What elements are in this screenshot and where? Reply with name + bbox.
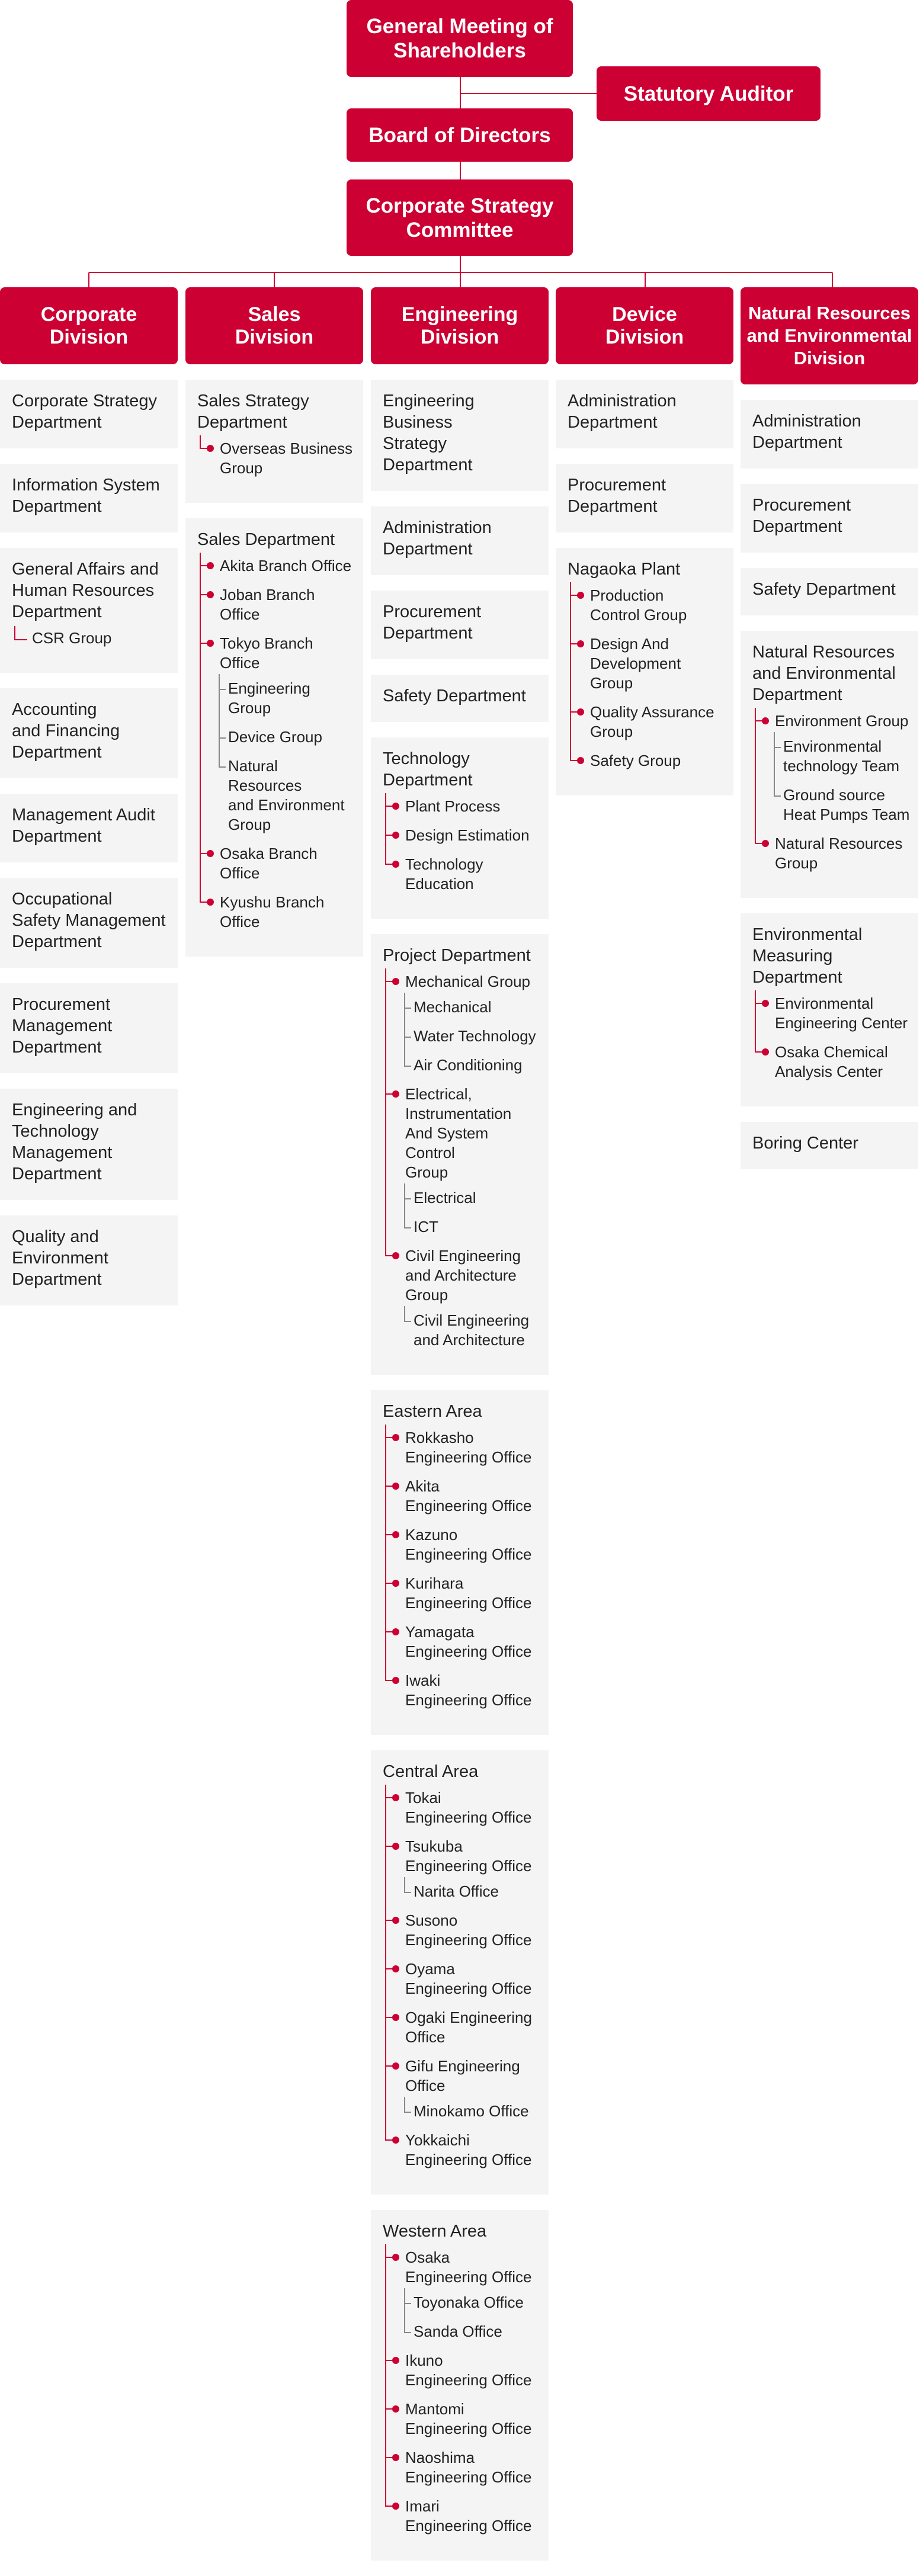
department-name: Administration Department (568, 392, 677, 432)
sub-unit-label: Technology Education (405, 855, 483, 893)
child-unit-list (405, 997, 540, 1075)
child-unit-list (405, 2293, 540, 2341)
bullet-dot-icon (207, 640, 214, 647)
sub-unit-item (197, 556, 355, 576)
sub-unit-item (383, 826, 540, 845)
department-name: Administration Department (752, 412, 861, 452)
department-box (741, 913, 918, 1106)
department-name: Western Area (383, 2222, 487, 2241)
child-unit-label: ICT (414, 1218, 438, 1236)
sub-unit-list (752, 994, 910, 1082)
sub-unit-label: Overseas Business Group (220, 440, 352, 477)
sub-unit-label: Kyushu Branch Office (220, 893, 325, 931)
department-box (371, 737, 549, 919)
bullet-dot-icon (392, 1580, 399, 1587)
sub-unit-label: Osaka Chemical Analysis Center (775, 1043, 888, 1080)
sub-unit-item (197, 439, 355, 478)
division-column-device-division (556, 287, 733, 811)
division-column-natural-resources-and-environmental-division (741, 287, 918, 1185)
child-connector (404, 1008, 411, 1009)
bullet-dot-icon (207, 445, 214, 452)
child-connector (404, 1321, 411, 1322)
sub-unit-list (383, 2248, 540, 2536)
department-box (741, 400, 918, 469)
department-name: Procurement Management Department (12, 995, 113, 1057)
department-name: Occupational Safety Management Department (12, 890, 166, 951)
department-name: Information System Department (12, 476, 160, 516)
department-box (371, 934, 549, 1375)
department-box (0, 1215, 178, 1305)
department-name: Management Audit Department (12, 806, 155, 846)
department-name: Engineering Business Strategy Department (383, 392, 475, 474)
sub-unit-item (568, 702, 725, 742)
division-header: Sales Division (185, 287, 363, 364)
sub-unit-label: Osaka Branch Office (220, 845, 318, 882)
bullet-dot-icon (392, 2357, 399, 2364)
department-box (741, 484, 918, 553)
bullet-dot-icon (392, 1965, 399, 1972)
department-box (741, 568, 918, 615)
board-of-directors-box: Board of Directors (347, 108, 573, 162)
sub-unit-item (197, 844, 355, 883)
child-unit-list (405, 1311, 540, 1350)
child-unit-label: Civil Engineering and Architecture (414, 1311, 530, 1349)
bullet-dot-icon (392, 2405, 399, 2413)
child-unit-label: Sanda Office (414, 2322, 502, 2340)
sub-unit-label: Plant Process (405, 797, 501, 815)
sub-unit-item (197, 893, 355, 932)
sub-unit-label: CSR Group (32, 629, 112, 647)
department-box (556, 548, 733, 795)
department-box (741, 1122, 918, 1169)
bullet-dot-icon (207, 899, 214, 906)
sub-unit-item (383, 2497, 540, 2536)
sub-unit-item (383, 2057, 540, 2121)
sub-unit-label: Yamagata Engineering Office (405, 1623, 532, 1660)
department-name: Accounting and Financing Department (12, 700, 120, 762)
child-unit-item (405, 1026, 540, 1046)
sub-unit-item (383, 1428, 540, 1467)
sub-unit-item (752, 711, 910, 825)
child-unit-item (405, 2102, 540, 2121)
department-name: General Affairs and Human Resources Department (12, 560, 159, 621)
sub-unit-label: Design Estimation (405, 826, 530, 844)
child-unit-item (405, 997, 540, 1017)
child-unit-label: Electrical (414, 1189, 476, 1207)
sub-unit-item (383, 797, 540, 816)
division-header: Natural Resources and Environmental Division (741, 287, 918, 384)
child-unit-list (405, 1882, 540, 1901)
sub-unit-label: Rokkasho Engineering Office (405, 1429, 532, 1466)
department-name: Eastern Area (383, 1402, 482, 1421)
sub-unit-item (383, 2008, 540, 2047)
bullet-dot-icon (392, 1483, 399, 1490)
bullet-dot-icon (207, 850, 214, 857)
bullet-dot-icon (392, 2454, 399, 2461)
statutory-auditor-box: Statutory Auditor (597, 66, 821, 121)
sub-unit-list (383, 1788, 540, 2170)
child-connector (404, 2332, 411, 2333)
child-connector (404, 1227, 411, 1228)
bullet-dot-icon (392, 978, 399, 985)
child-unit-item (220, 679, 355, 718)
child-unit-item (405, 1311, 540, 1350)
division-column-engineering-division (371, 287, 549, 2576)
sub-unit-label: Natural Resources Group (775, 835, 903, 872)
department-name: Central Area (383, 1762, 479, 1781)
department-name: Procurement Department (568, 476, 666, 516)
bullet-dot-icon (762, 840, 769, 847)
sub-unit-label: Kurihara Engineering Office (405, 1574, 532, 1612)
sub-unit-item (752, 834, 910, 873)
bullet-dot-icon (762, 1000, 769, 1007)
child-connector (774, 795, 781, 797)
bullet-dot-icon (577, 592, 584, 599)
sub-unit-label: Naoshima Engineering Office (405, 2449, 532, 2486)
child-unit-label: Narita Office (414, 1882, 499, 1900)
child-connector (404, 1066, 411, 1067)
child-unit-item (405, 2293, 540, 2312)
child-connector (404, 2303, 411, 2304)
sub-unit-item (568, 751, 725, 771)
sub-unit-label: Mantomi Engineering Office (405, 2400, 532, 2437)
department-box (371, 2210, 549, 2561)
department-box (371, 675, 549, 722)
sub-unit-label: Safety Group (590, 752, 681, 769)
sub-unit-label: Environment Group (775, 712, 909, 730)
bullet-dot-icon (392, 1794, 399, 1801)
sub-unit-item (12, 628, 169, 648)
department-box (741, 631, 918, 898)
department-name: Quality and Environment Department (12, 1227, 108, 1289)
division-header: Corporate Division (0, 287, 178, 364)
department-name: Project Department (383, 946, 531, 965)
bullet-dot-icon (207, 562, 214, 569)
sub-unit-item (383, 1574, 540, 1613)
bullet-dot-icon (577, 640, 584, 647)
sub-unit-item (383, 972, 540, 1075)
bullet-dot-icon (762, 1048, 769, 1056)
division-column-corporate-division (0, 287, 178, 1321)
division-column-sales-division (185, 287, 363, 972)
child-connector (219, 689, 226, 690)
department-name: Corporate Strategy Department (12, 392, 158, 432)
sub-unit-label: Kazuno Engineering Office (405, 1526, 532, 1563)
sub-unit-item (383, 1959, 540, 1998)
sub-unit-label: Oyama Engineering Office (405, 1960, 532, 1997)
department-box (185, 518, 363, 957)
department-box (371, 1750, 549, 2195)
sub-unit-label: Tsukuba Engineering Office (405, 1837, 532, 1875)
sub-unit-label: Osaka Engineering Office (405, 2248, 532, 2286)
bullet-dot-icon (392, 2062, 399, 2070)
child-unit-label: Engineering Group (228, 679, 310, 717)
child-unit-label: Minokamo Office (414, 2102, 529, 2120)
sub-unit-label: Gifu Engineering Office (405, 2057, 520, 2094)
child-unit-item (405, 1217, 540, 1237)
sub-unit-item (383, 2448, 540, 2487)
sub-unit-label: Joban Branch Office (220, 586, 315, 623)
sub-unit-label: Tokyo Branch Office (220, 634, 313, 672)
division-header: Engineering Division (371, 287, 549, 364)
sub-unit-label: Akita Engineering Office (405, 1477, 532, 1515)
bullet-dot-icon (762, 717, 769, 724)
sub-unit-item (752, 994, 910, 1033)
department-box (371, 1390, 549, 1735)
bullet-dot-icon (392, 1531, 399, 1538)
sub-unit-label: Yokkaichi Engineering Office (405, 2131, 532, 2168)
department-box (0, 878, 178, 968)
bullet-dot-icon (392, 2136, 399, 2144)
sub-unit-item (568, 634, 725, 693)
department-name: Safety Department (383, 686, 526, 705)
sub-unit-item (383, 2351, 540, 2390)
child-unit-list (405, 2102, 540, 2121)
child-unit-item (775, 737, 910, 776)
sub-unit-item (383, 1837, 540, 1901)
bullet-dot-icon (392, 2254, 399, 2261)
child-unit-label: Air Conditioning (414, 1056, 523, 1074)
sub-unit-list (197, 439, 355, 478)
sub-unit-item (383, 1622, 540, 1661)
sub-unit-list (197, 556, 355, 932)
sub-unit-label: Susono Engineering Office (405, 1911, 532, 1949)
department-box (0, 1089, 178, 1200)
corporate-strategy-committee-box: Corporate Strategy Committee (347, 179, 573, 256)
child-connector (219, 737, 226, 739)
department-box (0, 548, 178, 673)
sub-unit-list (383, 972, 540, 1350)
department-name: Sales Strategy Department (197, 392, 309, 432)
sub-unit-list (568, 586, 725, 771)
department-name: Natural Resources and Environmental Department (752, 643, 896, 704)
sub-unit-label: Quality Assurance Group (590, 703, 714, 740)
child-connector (774, 747, 781, 748)
department-name: Technology Department (383, 749, 473, 790)
bullet-dot-icon (392, 2503, 399, 2510)
child-unit-item (405, 1188, 540, 1208)
sub-unit-label: Production Control Group (590, 586, 687, 624)
shareholders-box: General Meeting of Shareholders (347, 0, 573, 77)
bullet-dot-icon (392, 1843, 399, 1850)
sub-unit-label: Iwaki Engineering Office (405, 1672, 532, 1709)
division-header: Device Division (556, 287, 733, 364)
sub-unit-item (197, 634, 355, 835)
sub-unit-item (383, 2131, 540, 2170)
sub-unit-item (383, 1477, 540, 1516)
sub-unit-item (383, 1246, 540, 1350)
department-name: Boring Center (752, 1134, 858, 1153)
child-unit-label: Environmental technology Team (783, 737, 900, 775)
sub-unit-item (568, 586, 725, 625)
sub-unit-list (383, 1428, 540, 1710)
child-unit-item (405, 1056, 540, 1075)
department-box (371, 591, 549, 659)
sub-unit-item (383, 855, 540, 894)
sub-unit-list (752, 711, 910, 873)
department-box (185, 380, 363, 503)
bullet-dot-icon (577, 708, 584, 716)
sub-unit-item (383, 1671, 540, 1710)
child-unit-list (775, 737, 910, 825)
child-unit-item (405, 2322, 540, 2341)
child-connector (219, 766, 226, 768)
bullet-dot-icon (392, 861, 399, 868)
department-name: Administration Department (383, 518, 492, 559)
bullet-dot-icon (392, 1252, 399, 1259)
child-unit-item (405, 1882, 540, 1901)
department-box (0, 380, 178, 448)
sub-unit-item (383, 1525, 540, 1564)
department-name: Nagaoka Plant (568, 560, 681, 579)
child-unit-list (220, 679, 355, 835)
sub-unit-list (383, 797, 540, 894)
child-unit-list (405, 1188, 540, 1237)
sub-unit-label: Civil Engineering and Architecture Group (405, 1247, 521, 1304)
department-box (556, 464, 733, 532)
bullet-dot-icon (392, 2014, 399, 2021)
department-box (371, 506, 549, 575)
bullet-dot-icon (392, 832, 399, 839)
sub-unit-item (383, 2399, 540, 2439)
department-name: Procurement Department (752, 496, 851, 536)
sub-unit-label: Imari Engineering Office (405, 2497, 532, 2535)
child-unit-label: Mechanical (414, 998, 492, 1016)
bullet-dot-icon (392, 1434, 399, 1441)
sub-unit-label: Environmental Engineering Center (775, 995, 908, 1032)
bullet-dot-icon (577, 757, 584, 764)
department-name: Sales Department (197, 530, 335, 549)
department-box (0, 688, 178, 778)
connector-elbow (14, 626, 27, 640)
sub-unit-list (12, 628, 169, 648)
child-unit-label: Water Technology (414, 1027, 536, 1045)
sub-unit-item (383, 2248, 540, 2341)
sub-unit-item (383, 1911, 540, 1950)
department-name: Procurement Department (383, 602, 482, 643)
child-unit-item (220, 727, 355, 747)
department-box (556, 380, 733, 448)
sub-unit-item (383, 1085, 540, 1237)
child-unit-item (775, 785, 910, 825)
sub-unit-label: Akita Branch Office (220, 557, 352, 575)
child-connector (404, 1198, 411, 1199)
bullet-dot-icon (392, 1677, 399, 1684)
sub-unit-label: Tokai Engineering Office (405, 1789, 532, 1826)
child-unit-label: Natural Resources and Environment Group (228, 757, 345, 833)
bullet-dot-icon (392, 803, 399, 810)
bullet-dot-icon (207, 591, 214, 598)
bullet-dot-icon (392, 1628, 399, 1635)
department-name: Environmental Measuring Department (752, 925, 863, 987)
sub-unit-label: Ogaki Engineering Office (405, 2009, 532, 2046)
child-unit-label: Device Group (228, 728, 322, 746)
sub-unit-item (383, 1788, 540, 1827)
child-unit-label: Toyonaka Office (414, 2293, 524, 2311)
bullet-dot-icon (392, 1917, 399, 1924)
child-connector (404, 2112, 411, 2113)
child-connector (404, 1037, 411, 1038)
sub-unit-item (197, 585, 355, 624)
sub-unit-label: Mechanical Group (405, 973, 530, 990)
child-unit-label: Ground source Heat Pumps Team (783, 786, 910, 823)
child-unit-item (220, 756, 355, 835)
department-box (371, 380, 549, 491)
sub-unit-label: Design And Development Group (590, 635, 681, 692)
department-name: Safety Department (752, 580, 896, 599)
sub-unit-label: Ikuno Engineering Office (405, 2352, 532, 2389)
sub-unit-item (752, 1042, 910, 1082)
child-connector (404, 1892, 411, 1893)
department-box (0, 983, 178, 1073)
department-box (0, 794, 178, 862)
bullet-dot-icon (392, 1090, 399, 1098)
department-name: Engineering and Technology Management Department (12, 1101, 137, 1183)
department-box (0, 464, 178, 532)
sub-unit-label: Electrical, Instrumentation And System Control Group (405, 1085, 512, 1181)
